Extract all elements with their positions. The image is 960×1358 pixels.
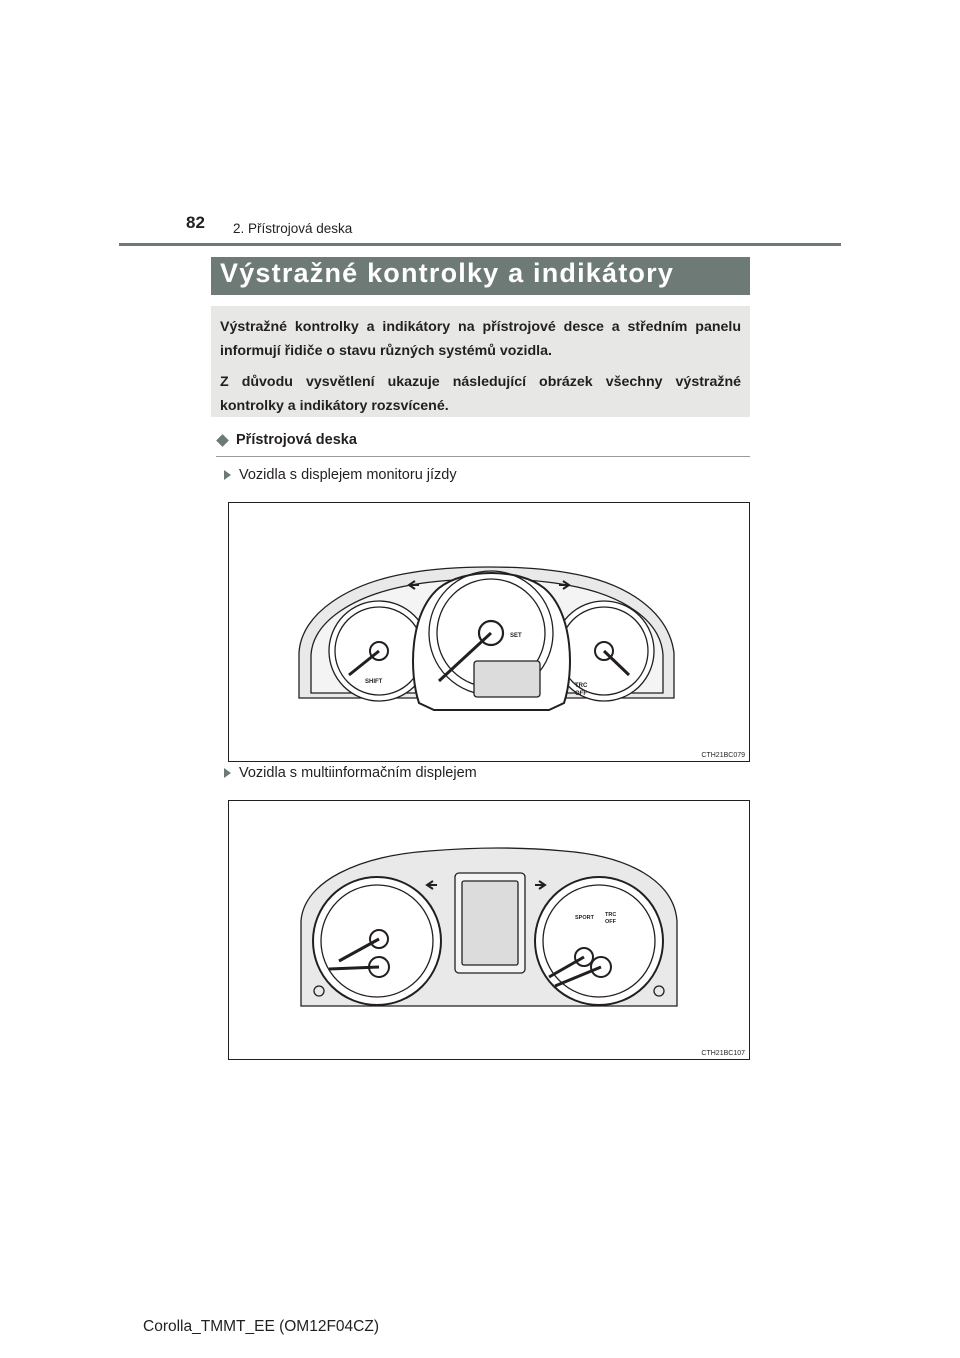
figure-code-1: CTH21BC079	[701, 752, 745, 759]
footer-doc-id: Corolla_TMMT_EE (OM12F04CZ)	[143, 1318, 379, 1335]
triangle-bullet-icon	[224, 470, 231, 480]
subheading	[216, 432, 357, 448]
instrument-cluster-illustration-2	[229, 801, 749, 1059]
variant-label-1: Vozidla s displejem monitoru jízdy	[239, 467, 457, 483]
intro-paragraph-2: Z důvodu vysvětlení ukazuje následující obrázek všechny výstražné kontrolky a indikátory rozsvícené.	[220, 374, 741, 414]
figure-code-2: CTH21BC107	[701, 1050, 745, 1057]
variant-label-2: Vozidla s multiinformačním displejem	[239, 765, 477, 781]
variant-heading-2	[224, 765, 477, 781]
subheading-text: Přístrojová deska	[236, 432, 357, 448]
diamond-bullet-icon	[216, 434, 229, 447]
page-number: 82	[186, 213, 205, 232]
section-title: Výstražné kontrolky a indikátory	[220, 258, 675, 288]
trc-off-label: OFF	[575, 691, 587, 697]
header-rule	[119, 243, 841, 246]
intro-box	[211, 306, 750, 417]
intro-paragraph-1: Výstražné kontrolky a indikátory na přístrojové desce a středním panelu informují řidiče o stavu různých systémů vozidla.	[220, 319, 741, 359]
figure-cluster-drive-monitor	[228, 502, 750, 762]
trc-label: TRC	[575, 683, 588, 689]
variant-heading-1	[224, 467, 457, 483]
instrument-cluster-illustration-1	[229, 503, 749, 761]
triangle-bullet-icon	[224, 768, 231, 778]
subheading-rule	[216, 456, 750, 457]
figure-cluster-multi-info	[228, 800, 750, 1060]
sport-label: SPORT	[575, 915, 594, 921]
shift-label: SHIFT	[365, 679, 383, 685]
trc-off-label-2: OFF	[605, 919, 616, 925]
chapter-title: 2. Přístrojová deska	[233, 221, 353, 236]
trc-label-2: TRC	[605, 912, 617, 918]
set-label: SET	[510, 633, 522, 639]
